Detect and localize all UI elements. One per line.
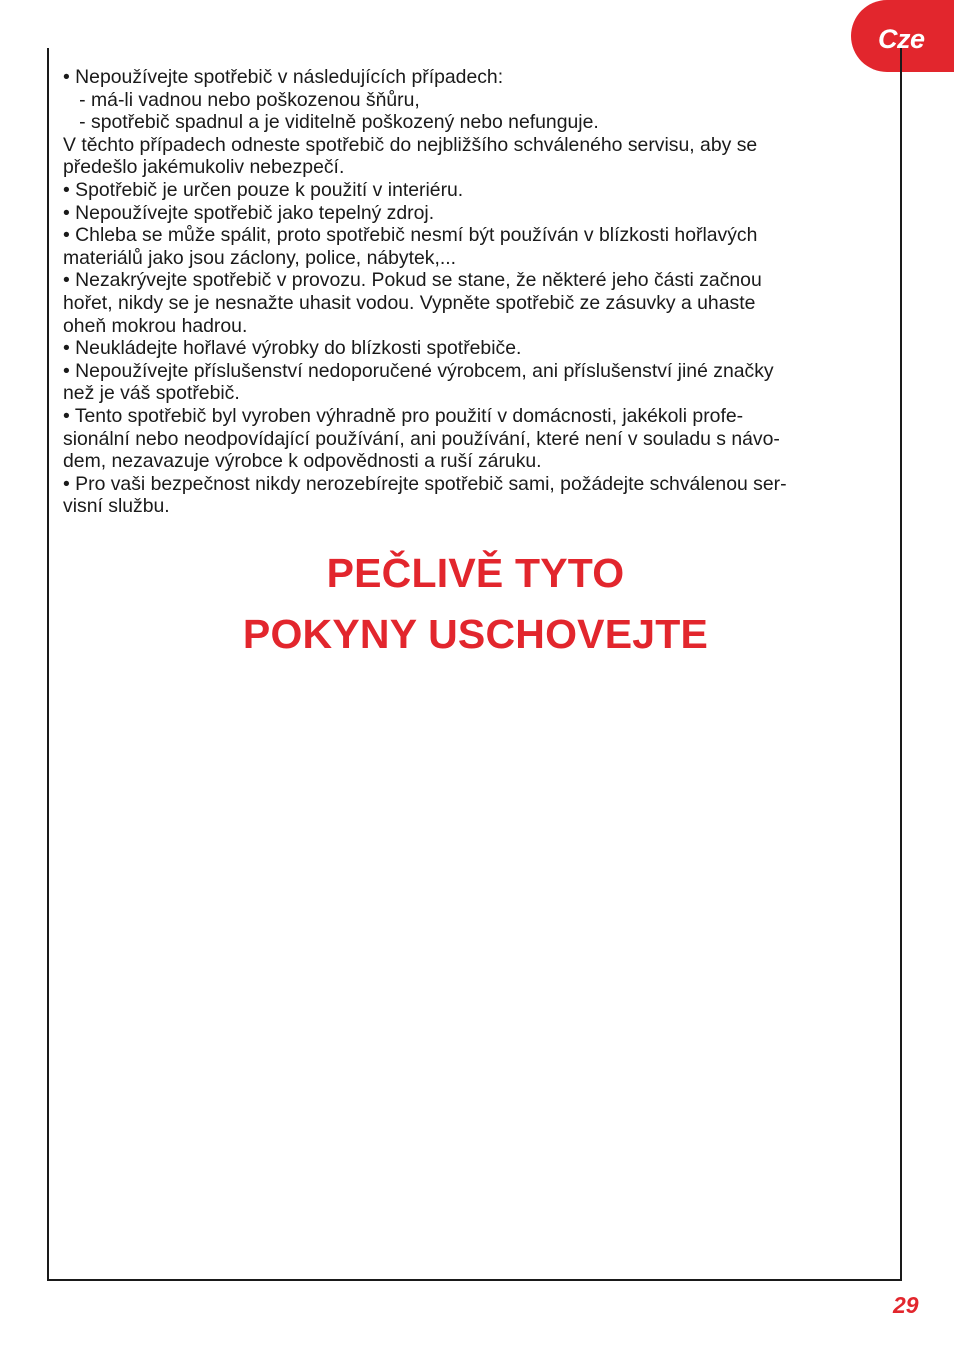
instruction-line: • Chleba se může spálit, proto spotřebič nesmí být používán v blízkosti hořlavých (63, 224, 758, 247)
instruction-line: oheň mokrou hadrou. (63, 314, 248, 337)
headline-line-2: POKYNY USCHOVEJTE (242, 611, 709, 657)
instruction-line: - spotřebič spadnul a je viditelně poškozený nebo nefunguje. (63, 111, 599, 134)
instruction-line: dem, nezavazuje výrobce k odpovědnosti a ruší záruku. (63, 450, 542, 473)
instruction-line: materiálů jako jsou záclony, police, nábytek,... (63, 246, 457, 269)
safety-instructions (63, 66, 888, 518)
instruction-line: • Nepoužívejte spotřebič v následujících případech: (63, 66, 504, 88)
instruction-line: visní službu. (63, 495, 170, 518)
instruction-line: • Nezakrývejte spotřebič v provozu. Pokud se stane, že některé jeho části začnou (63, 269, 762, 292)
instruction-line: • Tento spotřebič byl vyroben výhradně pro použití v domácnosti, jakékoli profe- (63, 404, 744, 427)
instruction-line: než je váš spotřebič. (63, 382, 240, 405)
page-number: 29 (893, 1292, 919, 1318)
instruction-line: • Spotřebič je určen pouze k použití v interiéru. (63, 178, 464, 201)
instruction-line: • Nepoužívejte spotřebič jako tepelný zdroj. (63, 201, 435, 224)
headline-line-1: PEČLIVĚ TYTO (326, 550, 625, 596)
instruction-line: hořet, nikdy se je nesnažte uhasit vodou. Vypněte spotřebič ze zásuvky a uhaste (63, 291, 756, 314)
instruction-line: • Neukládejte hořlavé výrobky do blízkosti spotřebiče. (63, 337, 522, 360)
instruction-line: • Pro vaši bezpečnost nikdy nerozebírejte spotřebič sami, požádejte schválenou ser- (63, 472, 787, 495)
instruction-line: předešlo jakémukoliv nebezpečí. (63, 156, 345, 179)
instruction-line: sionální nebo neodpovídající používání, ani používání, které není v souladu s návo- (63, 427, 780, 450)
instruction-line: - má-li vadnou nebo poškozenou šňůru, (63, 88, 420, 111)
language-tab-label: Cze (878, 24, 925, 54)
instruction-line: V těchto případech odneste spotřebič do nejbližšího schváleného servisu, aby se (63, 133, 758, 156)
instruction-line: • Nepoužívejte příslušenství nedoporučené výrobcem, ani příslušenství jiné značky (63, 359, 774, 382)
